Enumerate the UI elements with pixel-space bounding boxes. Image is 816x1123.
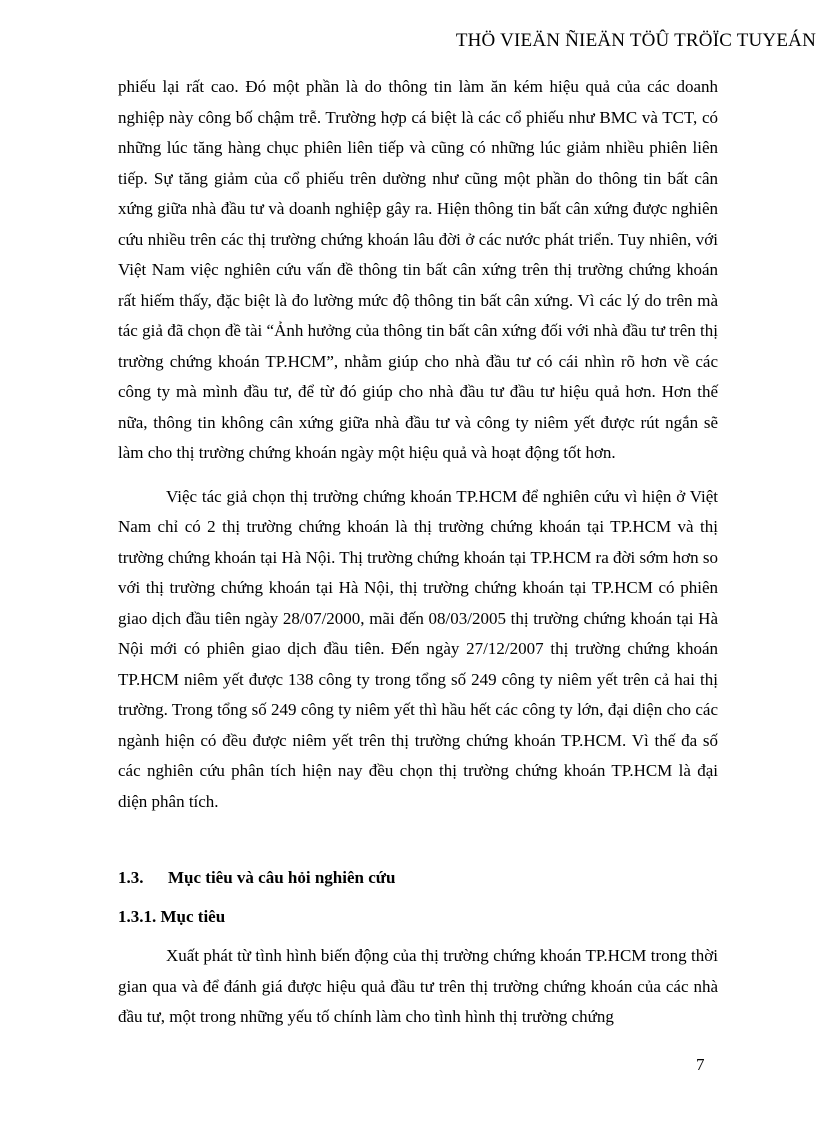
body-paragraph-2: Việc tác giả chọn thị trường chứng khoán TP.HCM để nghiên cứu vì hiện ở Việt Nam chỉ có 2 thị trường chứng khoán là thị trường chứng khoán tại TP.HCM và thị trường chứng khoán tại Hà Nội. Thị trường chứng khoán tại TP.HCM ra đời sớm hơn so với thị trường chứng khoán tại Hà Nội, thị trường chứng khoán tại TP.HCM có phiên giao dịch đầu tiên ngày 28/07/2000, mãi đến 08/03/2005 thị trường chứng khoán tại Hà Nội mới có phiên giao dịch đầu tiên. Đến ngày 27/12/2007 thị trường chứng khoán TP.HCM niêm yết được 138 công ty trong tổng số 249 công ty niêm yết trên cả hai thị trường. Trong tổng số 249 công ty niêm yết thì hầu hết các công ty lớn, đại diện cho các ngành hiện có đều được niêm yết trên thị trường chứng khoán TP.HCM. Vì thế đa số các nghiên cứu phân tích hiện nay đều chọn thị trường chứng khoán TP.HCM là đại diện phân tích.: [118, 486, 718, 811]
page-number: 7: [696, 1055, 705, 1074]
page-header-title: THÖ VIEÄN ÑIEÄN TÖÛ TRÖÏC TUYEÁN: [455, 30, 816, 51]
document-body: [118, 72, 718, 1033]
subsection-heading: 1.3.1. Mục tiêu: [118, 907, 226, 926]
body-paragraph-1: phiếu lại rất cao. Đó một phần là do thông tin làm ăn kém hiệu quả của các doanh nghiệp này công bố chậm trễ. Trường hợp cá biệt là các cổ phiếu như BMC và TCT, có những lúc tăng hàng chục phiên liên tiếp và cũng có những lúc giảm nhiều phiên liên tiếp. Sự tăng giảm của cổ phiếu trên dường như cũng một phần do thông tin bất cân xứng giữa nhà đầu tư và doanh nghiệp gây ra. Hiện thông tin bất cân xứng được nghiên cứu nhiều trên các thị trường chứng khoán lâu đời ở các nước phát triển. Tuy nhiên, với Việt Nam việc nghiên cứu vấn đề thông tin bất cân xứng trên thị trường chứng khoán rất hiếm thấy, đặc biệt là đo lường mức độ thông tin bất cân xứng. Vì các lý do trên mà tác giả đã chọn đề tài “Ảnh hưởng của thông tin bất cân xứng đối với nhà đầu tư trên thị trường chứng khoán TP.HCM”, nhằm giúp cho nhà đầu tư có cái nhìn rõ hơn về các công ty mà mình đầu tư, để từ đó giúp cho nhà đầu tư đầu tư hiệu quả hơn. Hơn thế nữa, thông tin không cân xứng giữa nhà đầu tư và công ty niêm yết được rút ngắn sẽ làm cho thị trường chứng khoán ngày một hiệu quả và hoạt động tốt hơn.: [118, 77, 718, 462]
section-heading: [118, 863, 718, 893]
section-number: 1.3.: [118, 868, 144, 887]
subsection-paragraph: Xuất phát từ tình hình biến động của thị trường chứng khoán TP.HCM trong thời gian qua và để đánh giá được hiệu quả đầu tư trên thị trường chứng khoán của các nhà đầu tư, một trong những yếu tố chính làm cho tình hình thị trường chứng: [118, 946, 718, 1026]
section-title: Mục tiêu và câu hỏi nghiên cứu: [168, 868, 396, 887]
